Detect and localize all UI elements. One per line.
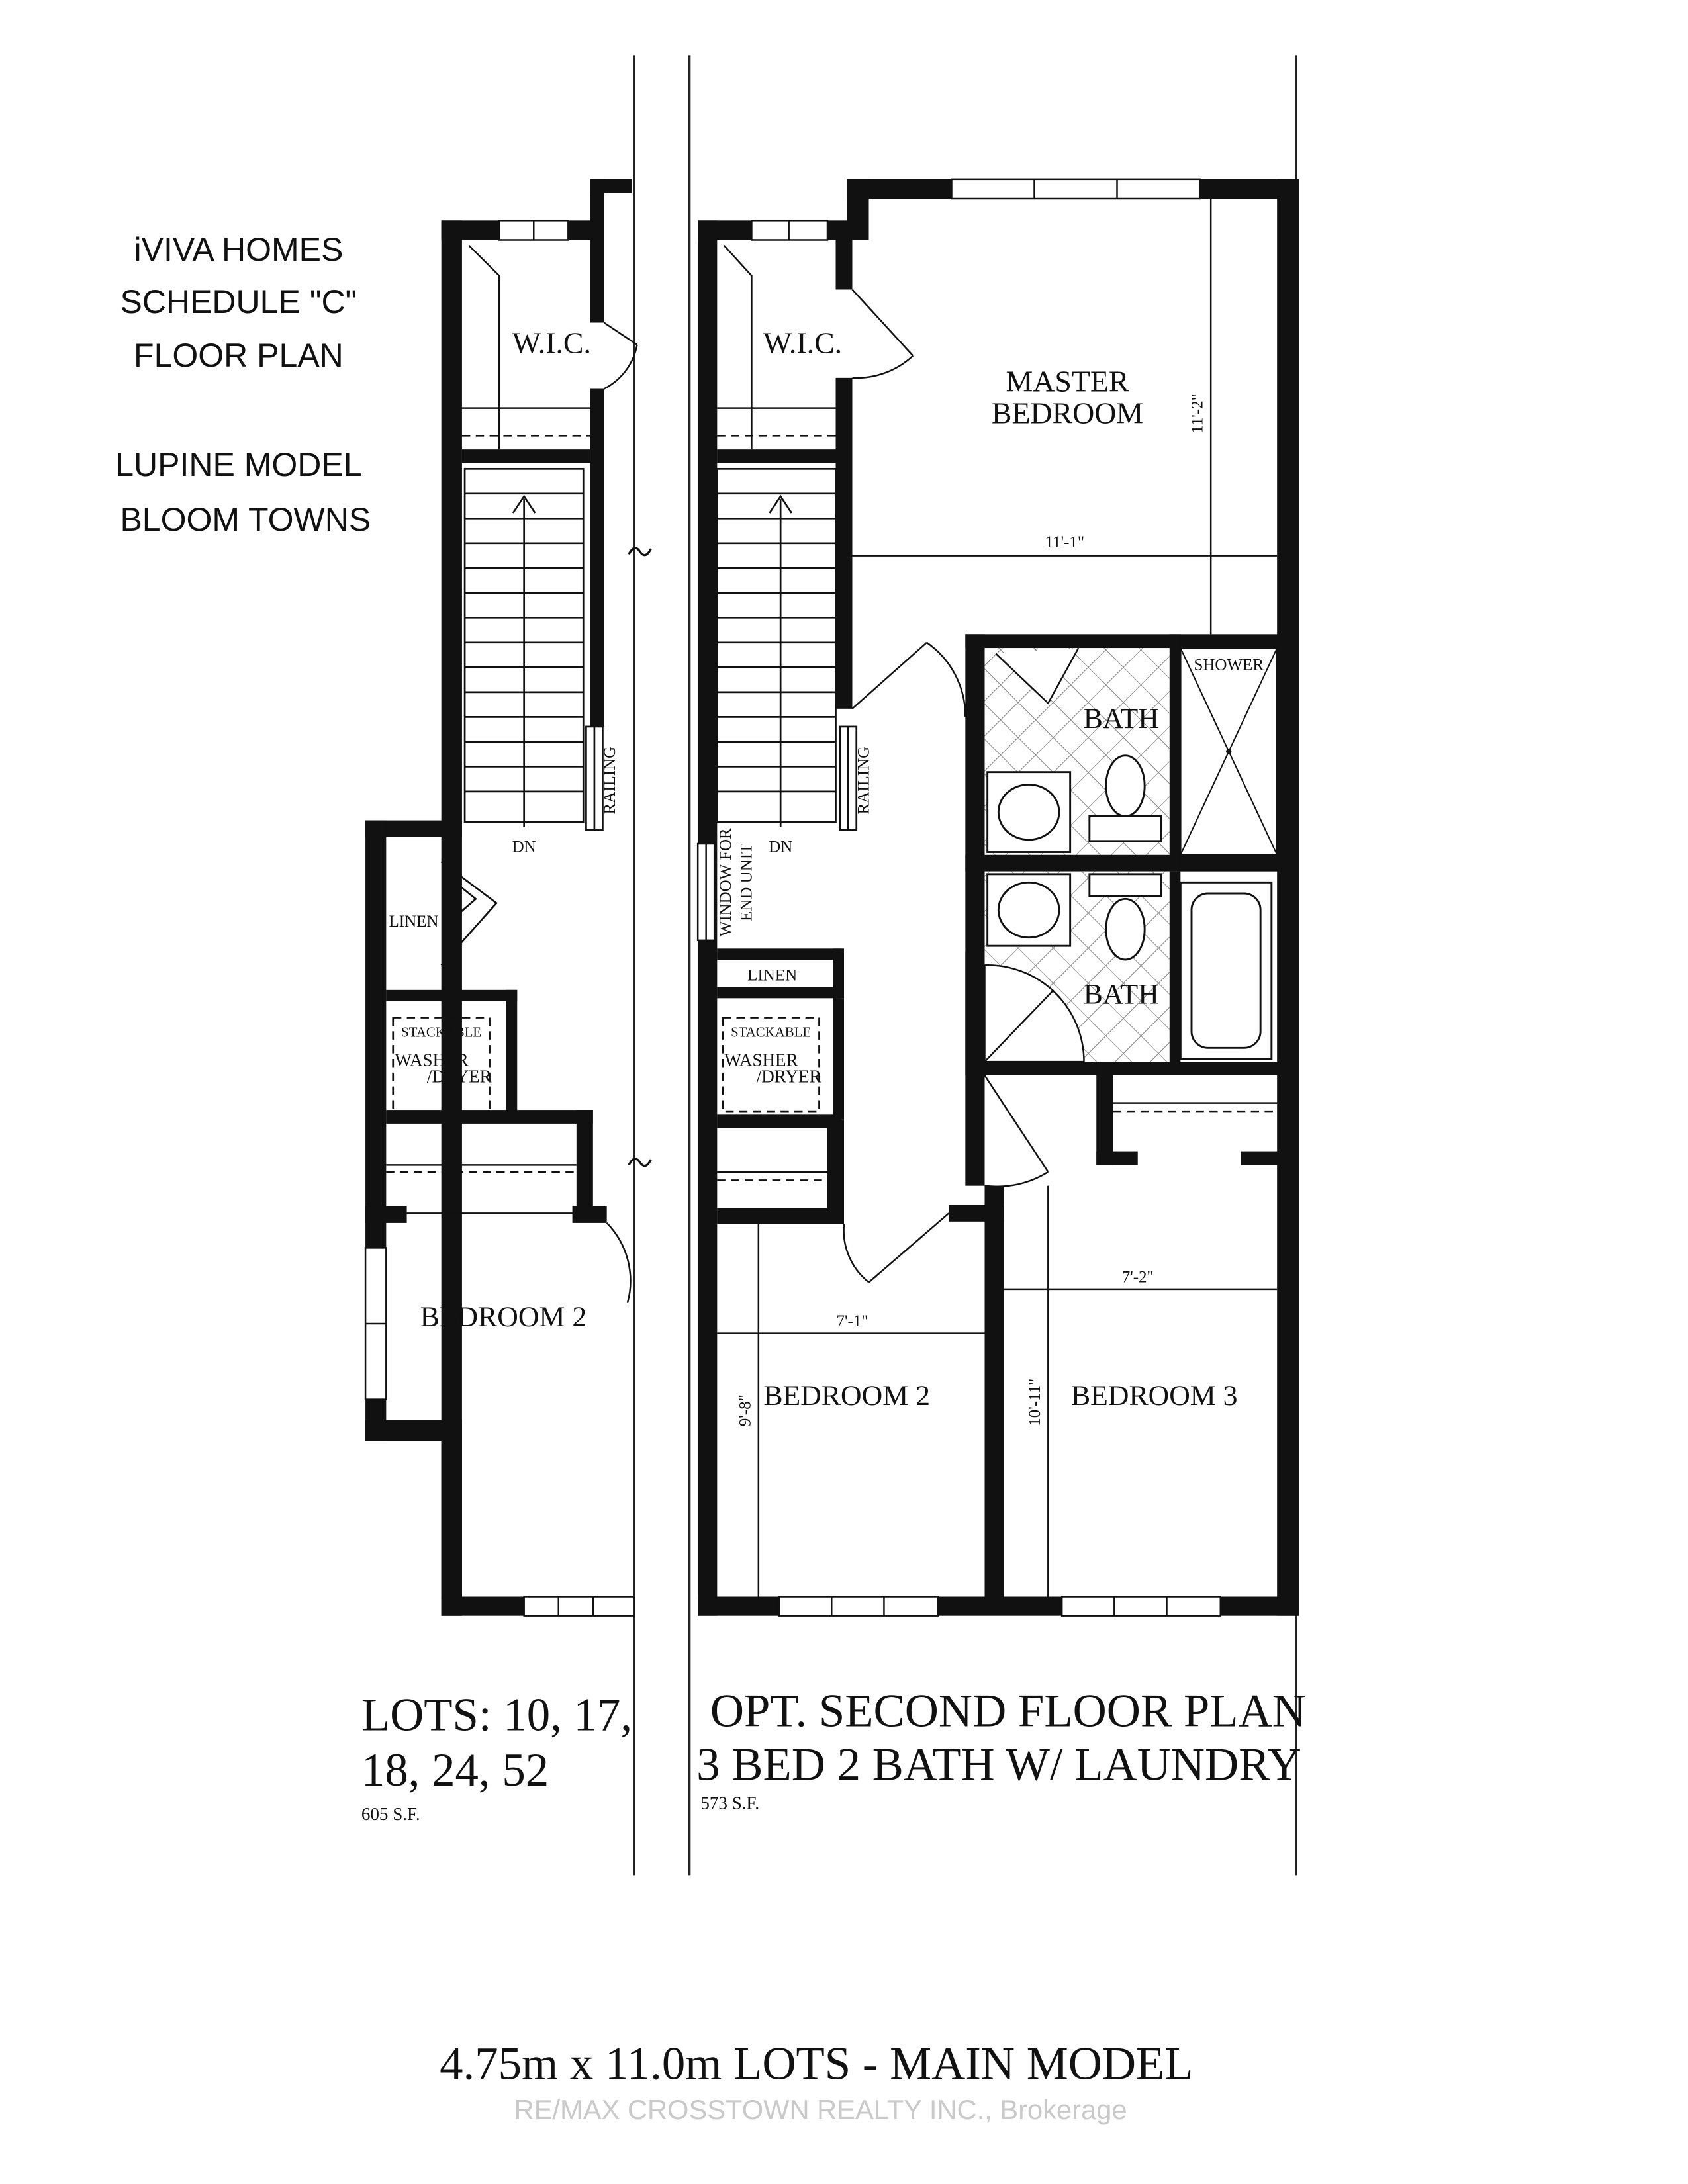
left-washer-label: WASHER bbox=[395, 1050, 469, 1070]
builder-name: iVIVA HOMES bbox=[134, 230, 344, 268]
right-bed3-closet bbox=[985, 1075, 1278, 1187]
master-label-line2: BEDROOM bbox=[991, 396, 1144, 430]
lot-size-caption: 4.75m x 11.0m LOTS - MAIN MODEL bbox=[440, 2038, 1194, 2090]
master-width-dim: 11'-1" bbox=[1045, 533, 1085, 552]
window-end-unit-line1: WINDOW FOR bbox=[717, 828, 735, 937]
bath1-label: BATH bbox=[1083, 703, 1159, 735]
right-dryer-label: /DRYER bbox=[756, 1066, 821, 1087]
left-railing-label: RAILING bbox=[601, 746, 620, 815]
left-wic-label: W.I.C. bbox=[512, 326, 591, 360]
left-area-label: 605 S.F. bbox=[361, 1804, 420, 1824]
community-name: BLOOM TOWNS bbox=[120, 501, 371, 539]
right-stackable-label: STACKABLE bbox=[731, 1024, 812, 1040]
bed2-label: BEDROOM 2 bbox=[763, 1379, 930, 1412]
bath2-label: BATH bbox=[1083, 978, 1159, 1011]
right-linen-label: LINEN bbox=[747, 966, 798, 985]
right-title-line2: 3 BED 2 BATH W/ LAUNDRY bbox=[696, 1739, 1301, 1791]
master-depth-dim: 11'-2" bbox=[1188, 394, 1207, 433]
left-bedroom2-label: BEDROOM 2 bbox=[420, 1301, 587, 1334]
right-washer-label: WASHER bbox=[724, 1050, 798, 1070]
right-title-line1: OPT. SECOND FLOOR PLAN bbox=[710, 1685, 1306, 1737]
bed2-depth-dim: 9'-8" bbox=[736, 1394, 755, 1427]
right-area-label: 573 S.F. bbox=[700, 1793, 760, 1813]
left-bedroom-closet bbox=[386, 1165, 630, 1302]
bed3-depth-dim: 10'-11" bbox=[1025, 1378, 1044, 1426]
left-stair bbox=[465, 469, 602, 830]
window-end-unit-line2: END UNIT bbox=[737, 843, 756, 922]
brokerage-watermark: RE/MAX CROSSTOWN REALTY INC., Brokerage bbox=[514, 2094, 1127, 2126]
bed2-width-dim: 7'-1" bbox=[836, 1312, 868, 1331]
left-floor-plan bbox=[361, 179, 637, 1824]
right-bath2 bbox=[985, 872, 1272, 1062]
left-dryer-label: /DRYER bbox=[426, 1066, 492, 1087]
shower-label: SHOWER bbox=[1194, 656, 1264, 674]
bed3-width-dim: 7'-2" bbox=[1121, 1268, 1154, 1287]
schedule-label: SCHEDULE "C" bbox=[120, 283, 357, 320]
lots-line2: 18, 24, 52 bbox=[361, 1744, 549, 1796]
left-linen-label: LINEN bbox=[389, 913, 439, 931]
right-stair bbox=[717, 469, 856, 830]
document-type: FLOOR PLAN bbox=[134, 337, 344, 375]
break-marks bbox=[629, 548, 651, 1166]
right-bath1 bbox=[985, 648, 1278, 854]
master-label-line1: MASTER bbox=[1006, 364, 1129, 398]
left-stackable-label: STACKABLE bbox=[401, 1024, 482, 1040]
right-wic-label: W.I.C. bbox=[763, 326, 843, 360]
left-dn-label: DN bbox=[512, 838, 536, 856]
right-railing-label: RAILING bbox=[855, 746, 873, 815]
lots-line1: LOTS: 10, 17, bbox=[361, 1689, 633, 1741]
right-floor-plan bbox=[696, 179, 1306, 1813]
header-block bbox=[115, 231, 371, 538]
model-name: LUPINE MODEL bbox=[115, 445, 362, 483]
bed3-label: BEDROOM 3 bbox=[1070, 1379, 1238, 1412]
right-dn-label: DN bbox=[769, 838, 793, 856]
